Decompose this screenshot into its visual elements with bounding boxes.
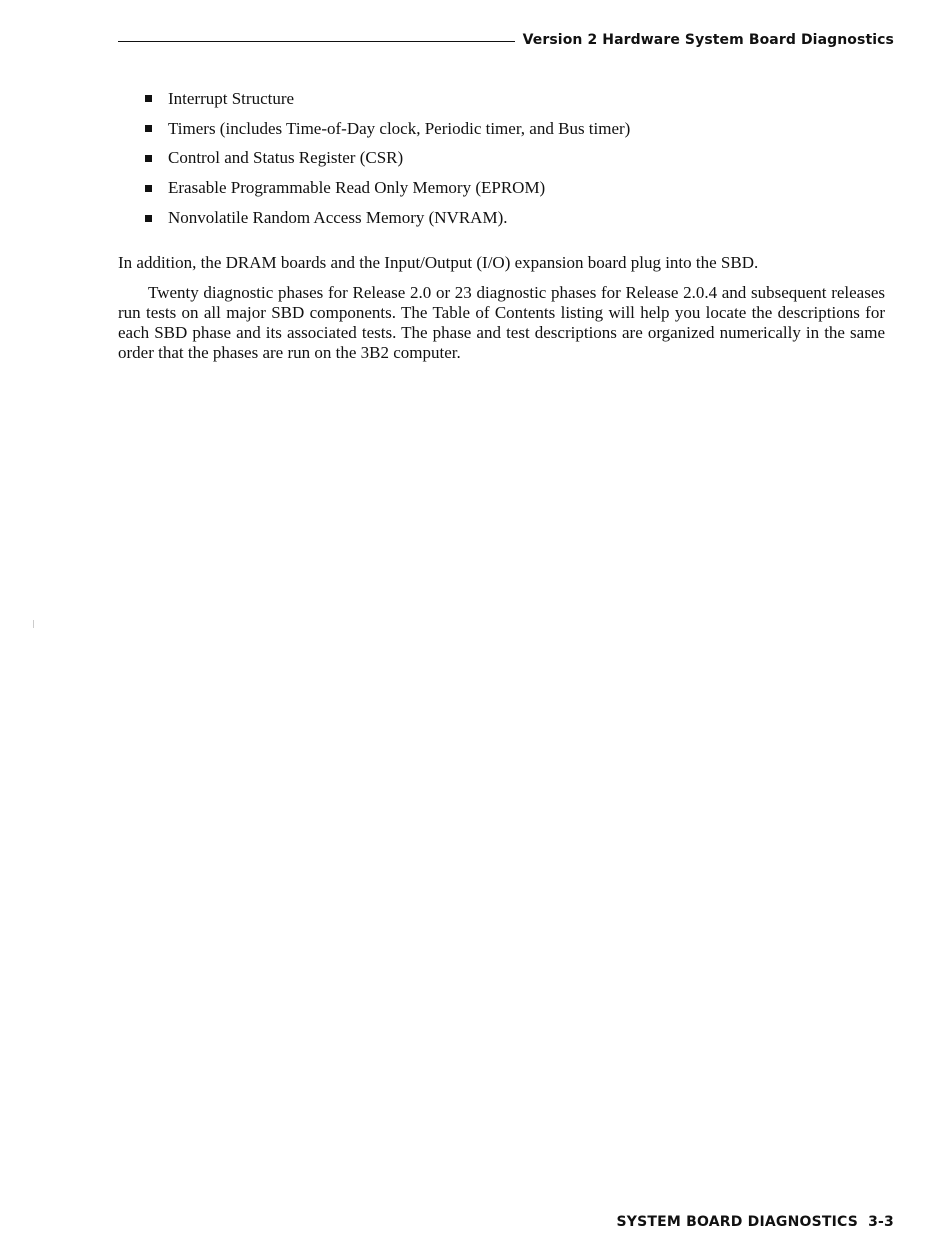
square-bullet-icon	[145, 215, 152, 222]
square-bullet-icon	[145, 185, 152, 192]
list-item	[145, 144, 885, 174]
footer-section-title: SYSTEM BOARD DIAGNOSTICS	[616, 1214, 859, 1230]
page-number: 3-3	[868, 1214, 894, 1230]
list-item-text: Nonvolatile Random Access Memory (NVRAM).	[168, 208, 508, 228]
list-item-text: Timers (includes Time-of-Day clock, Periodic timer, and Bus timer)	[168, 118, 631, 138]
list-item-text: Interrupt Structure	[168, 88, 295, 108]
paragraph-phases: Twenty diagnostic phases for Release 2.0 or 23 diagnostic phases for Release 2.0.4 and subsequent releases run tests on all major SBD components. The Table of Contents listing will help you locate the descriptions for each SBD phase and its associated tests. The phase and test descriptions are organized numerically in the same order that the phases are run on the 3B2 computer.	[118, 283, 885, 362]
running-header	[118, 30, 894, 50]
list-item-text: Erasable Programmable Read Only Memory (EPROM)	[168, 178, 546, 198]
component-bullet-list	[145, 84, 885, 233]
header-title: Version 2 Hardware System Board Diagnostics	[522, 32, 894, 48]
list-item	[145, 114, 885, 144]
header-rule	[118, 41, 515, 42]
list-item-text: Control and Status Register (CSR)	[168, 148, 404, 168]
list-item	[145, 84, 885, 114]
square-bullet-icon	[145, 125, 152, 132]
paragraph-addition: In addition, the DRAM boards and the Input/Output (I/O) expansion board plug into the SBD.	[118, 253, 759, 272]
square-bullet-icon	[145, 95, 152, 102]
list-item	[145, 173, 885, 203]
list-item	[145, 203, 885, 233]
running-footer	[617, 1214, 894, 1230]
square-bullet-icon	[145, 155, 152, 162]
scan-margin-mark	[33, 620, 34, 628]
